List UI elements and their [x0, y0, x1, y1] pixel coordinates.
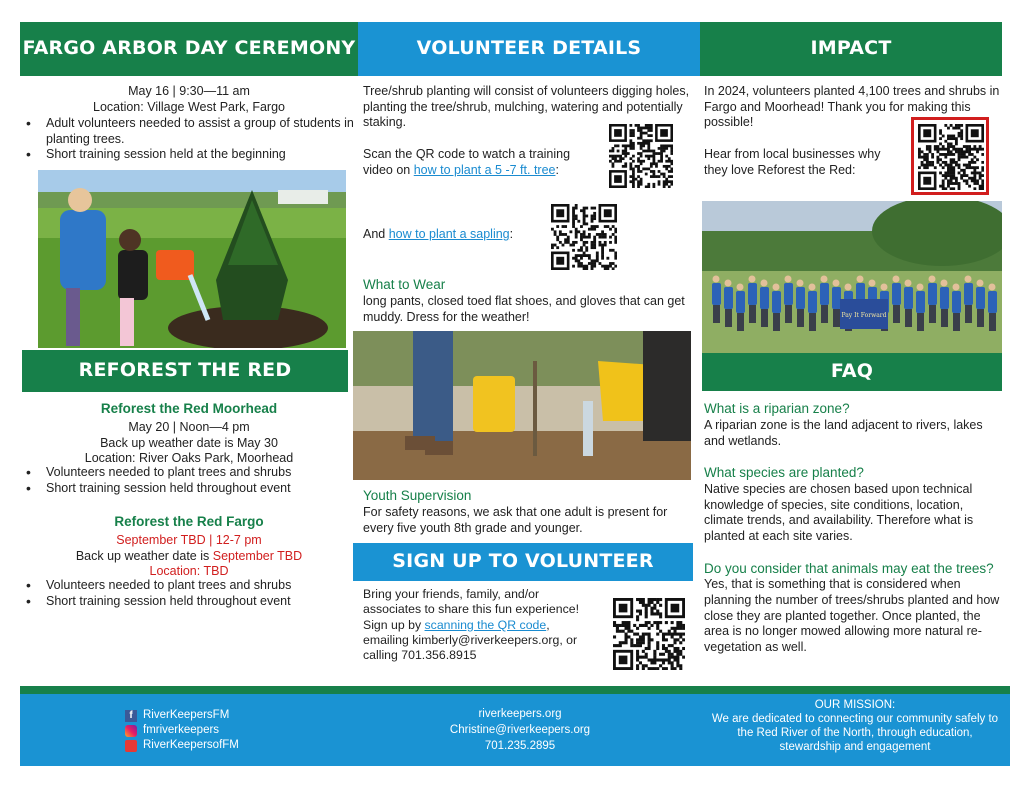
fargo-event — [20, 514, 358, 580]
website-link[interactable]: riverkeepers.org — [478, 708, 562, 720]
youth-supervision — [363, 488, 693, 536]
moorhead-event — [20, 401, 358, 467]
faq-item — [704, 465, 1000, 544]
faq-header: FAQ — [702, 353, 1002, 391]
footer-divider — [20, 686, 1010, 694]
arbor-day-location: Location: Village West Park, Fargo — [93, 99, 285, 114]
fargo-title: Reforest the Red Fargo — [114, 514, 264, 529]
instagram-icon — [125, 725, 137, 737]
sign-up-qr-link[interactable]: scanning the QR code — [424, 617, 547, 632]
youtube-link[interactable]: RiverKeepersofFM — [125, 738, 239, 753]
faq-list — [704, 401, 1000, 656]
moorhead-title: Reforest the Red Moorhead — [100, 401, 278, 416]
list-item: • Adult volunteers needed to assist a group of students in planting trees. — [20, 116, 356, 147]
youth-text: For safety reasons, we ask that one adult is present for every five youth 8th grade and younger. — [363, 504, 668, 535]
fargo-date: September TBD | 12-7 pm — [116, 532, 262, 547]
volunteer-intro: Tree/shrub planting will consist of volunteers digging holes, planting the tree/shrub, mulching, watering and potentially staking. — [363, 84, 690, 130]
reforest-header: REFOREST THE RED — [22, 350, 348, 392]
mission-title: OUR MISSION: — [814, 699, 896, 711]
sapling-text: And how to plant a sapling: — [363, 227, 514, 241]
faq-question: What species are planted? — [704, 465, 864, 481]
mission-text: We are dedicated to connecting our community safely to the Red River of the North, through education, stewardship and engagement — [711, 713, 999, 753]
moorhead-date: May 20 | Noon—4 pm — [128, 419, 250, 434]
fargo-backup: Back up weather date is September TBD — [75, 548, 303, 563]
faq-answer: Yes, that is something that is considered when planning the number of trees/shrubs planted and how close they are planted together. Once planted, the area is no longer mowed allowing more natural re-vegetation as well. — [704, 577, 1000, 654]
list-item: • Volunteers needed to plant trees and shrubs — [20, 465, 358, 481]
arbor-day-date: May 16 | 9:30—11 am — [128, 84, 250, 98]
volunteer-group-photo — [702, 201, 1002, 353]
businesses-video-qr-code[interactable] — [911, 117, 989, 195]
tree-video-link[interactable]: how to plant a 5 -7 ft. tree — [413, 162, 556, 177]
list-item: • Short training session held throughout event — [20, 481, 358, 497]
footer — [20, 694, 1010, 766]
fargo-bullets — [20, 578, 358, 609]
social-links — [125, 708, 239, 753]
moorhead-location: Location: River Oaks Park, Moorhead — [84, 451, 294, 466]
list-item: • Short training session held at the beginning — [20, 147, 356, 163]
impact-text: In 2024, volunteers planted 4,100 trees and shrubs in Fargo and Moorhead! Thank you for making this possible! — [704, 84, 1000, 130]
sign-up-header: SIGN UP TO VOLUNTEER — [353, 543, 693, 581]
hear-text: Hear from local businesses why they love Reforest the Red: — [704, 147, 881, 177]
facebook-link[interactable]: f RiverKeepersFM — [125, 708, 239, 723]
faq-item — [704, 561, 1000, 656]
moorhead-backup: Back up weather date is May 30 — [100, 435, 278, 450]
instagram-link[interactable]: fmriverkeepers — [125, 723, 239, 738]
email-link[interactable]: Christine@riverkeepers.org — [449, 724, 591, 736]
sign-up-text: Bring your friends, family, and/or associates to share this fun experience! Sign up by scanning the QR code, emailing kimberly@riverkeepers.org, or calling 701.356.8915 — [363, 587, 580, 663]
tree-video-qr-code[interactable] — [609, 124, 673, 188]
faq-question: What is a riparian zone? — [704, 401, 850, 416]
youtube-icon — [125, 740, 137, 752]
arbor-day-header: FARGO ARBOR DAY CEREMONY — [20, 22, 358, 76]
sign-up-qr-code[interactable] — [613, 598, 685, 670]
impact-header: IMPACT — [700, 22, 1002, 76]
faq-question: Do you consider that animals may eat the trees? — [704, 560, 994, 576]
wear-text: long pants, closed toed flat shoes, and gloves that can get muddy. Dress for the weather! — [363, 293, 685, 324]
sapling-video-qr-code[interactable] — [551, 204, 617, 270]
volunteer-details-header: VOLUNTEER DETAILS — [358, 22, 700, 76]
faq-item — [704, 401, 1000, 449]
mission-statement — [710, 698, 1000, 754]
faq-answer: A riparian zone is the land adjacent to rivers, lakes and wetlands. — [704, 417, 983, 448]
list-item: • Short training session held throughout event — [20, 594, 358, 610]
arbor-day-photo — [38, 170, 346, 348]
list-item: • Volunteers needed to plant trees and shrubs — [20, 578, 358, 594]
wear-title: What to Wear — [363, 277, 446, 292]
volunteers-watering-photo — [353, 331, 691, 480]
sapling-video-link[interactable]: how to plant a sapling — [388, 227, 510, 241]
faq-answer: Native species are chosen based upon technical knowledge of species, site conditions, location, climate trends, and availability. Therefore what is planted at each site varies. — [704, 482, 974, 543]
training-video-text: Scan the QR code to watch a training video on how to plant a 5 -7 ft. tree: — [363, 147, 571, 177]
facebook-icon: f — [125, 710, 137, 722]
arbor-day-bullets — [20, 116, 356, 163]
phone-number: 701.235.2895 — [484, 740, 556, 752]
moorhead-bullets — [20, 465, 358, 496]
fargo-location: Location: TBD — [149, 564, 229, 579]
what-to-wear — [363, 277, 693, 325]
banner-text: Pay It Forward — [841, 312, 887, 319]
arbor-day-details — [20, 84, 358, 115]
youth-title: Youth Supervision — [363, 488, 472, 503]
contact-info — [430, 706, 610, 754]
